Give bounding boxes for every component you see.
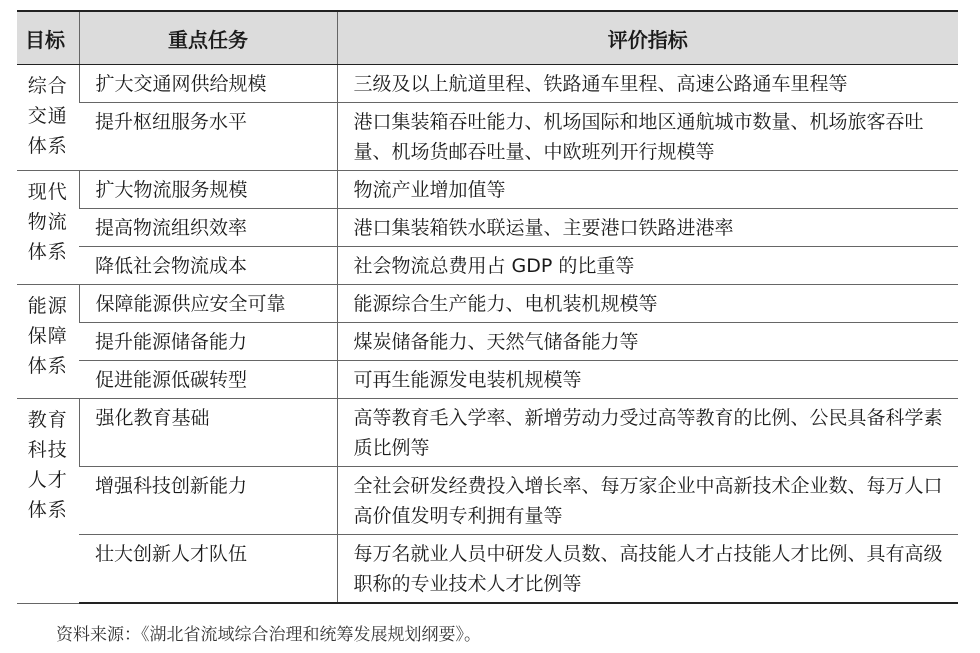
table-row: [17, 535, 958, 604]
table-header-row: [17, 11, 958, 65]
indicator-cell: 可再生能源发电装机规模等: [337, 361, 958, 399]
category-label: 能源保障体系: [27, 295, 68, 377]
task-cell: 扩大交通网供给规模: [79, 65, 337, 103]
table-row: [17, 399, 958, 467]
task-cell: 降低社会物流成本: [79, 247, 337, 285]
table-row: [17, 323, 958, 361]
indicator-cell: 港口集装箱吞吐能力、机场国际和地区通航城市数量、机场旅客吞吐量、机场货邮吞吐量、中欧班列开行规模等: [337, 103, 958, 171]
task-cell: 扩大物流服务规模: [79, 171, 337, 209]
indicator-cell: 社会物流总费用占 GDP 的比重等: [337, 247, 958, 285]
category-cell: [17, 399, 79, 604]
indicator-cell: 能源综合生产能力、电机装机规模等: [337, 285, 958, 323]
indicator-cell: 煤炭储备能力、天然气储备能力等: [337, 323, 958, 361]
category-cell: [17, 285, 79, 399]
task-cell: 提升能源储备能力: [79, 323, 337, 361]
table-row: [17, 65, 958, 103]
header-key-task: 重点任务: [79, 11, 337, 65]
evaluation-table: [17, 10, 958, 604]
task-cell: 提升枢纽服务水平: [79, 103, 337, 171]
indicator-cell: 物流产业增加值等: [337, 171, 958, 209]
indicator-cell: 全社会研发经费投入增长率、每万家企业中高新技术企业数、每万人口高价值发明专利拥有量等: [337, 467, 958, 535]
source-note: 资料来源：《湖北省流域综合治理和统筹发展规划纲要》。: [56, 625, 481, 645]
category-label: 综合交通体系: [27, 75, 68, 157]
task-cell: 强化教育基础: [79, 399, 337, 467]
indicator-cell: 三级及以上航道里程、铁路通车里程、高速公路通车里程等: [337, 65, 958, 103]
table-row: [17, 209, 958, 247]
category-cell: [17, 65, 79, 171]
task-cell: 促进能源低碳转型: [79, 361, 337, 399]
task-cell: 壮大创新人才队伍: [79, 535, 337, 604]
task-cell: 增强科技创新能力: [79, 467, 337, 535]
table-row: [17, 171, 958, 209]
table-row: [17, 285, 958, 323]
table-row: [17, 361, 958, 399]
indicator-cell: 每万名就业人员中研发人员数、高技能人才占技能人才比例、具有高级职称的专业技术人才比例等: [337, 535, 958, 604]
header-goal: 目标: [17, 11, 79, 65]
category-cell: [17, 171, 79, 285]
task-cell: 保障能源供应安全可靠: [79, 285, 337, 323]
table-row: [17, 247, 958, 285]
category-label: 教育科技人才体系: [27, 409, 68, 521]
table-row: [17, 103, 958, 171]
header-indicator: 评价指标: [337, 11, 958, 65]
indicator-cell: 高等教育毛入学率、新增劳动力受过高等教育的比例、公民具备科学素质比例等: [337, 399, 958, 467]
indicator-cell: 港口集装箱铁水联运量、主要港口铁路进港率: [337, 209, 958, 247]
task-cell: 提高物流组织效率: [79, 209, 337, 247]
table-row: [17, 467, 958, 535]
category-label: 现代物流体系: [27, 181, 68, 263]
